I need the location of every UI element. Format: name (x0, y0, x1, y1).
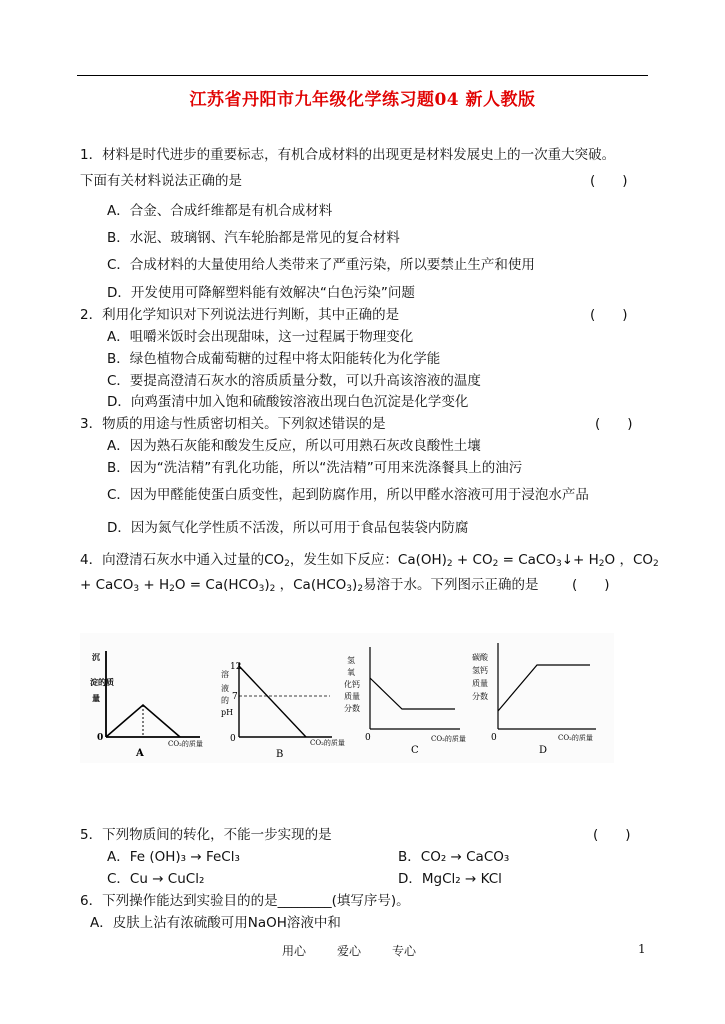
graph-b-ylabel-3: 的 (221, 696, 229, 705)
footer-text-2: 爱心 (337, 944, 362, 958)
q1-stem-line1: 1．材料是时代进步的重要标志，有机合成材料的出现更是材料发展史上的一次重大突破。 (80, 147, 616, 163)
graph-b-tick-12: 12 (230, 662, 242, 672)
graph-d-ylabel-4: 分数 (472, 692, 488, 701)
q5-option-b: B．CO₂ → CaCO₃ (398, 849, 510, 865)
q4-stem-line2: + CaCO$_3$ + $H_2O = Ca(HCO_3)_2$ ，$Ca(HCO_3)_2$易溶于水。下列图示正确的是 (80, 577, 539, 594)
q3-option-b: B．因为“洗洁精”有乳化功能，所以“洗洁精”可用来洗涤餐具上的油污 (107, 460, 523, 476)
q4-stem-line1: 4．向澄清石灰水中通入过量的$CO_2$，发生如下反应：$Ca(OH)_2 + CO_2$ = CaCO$_3$↓+ $H_2O$ ，$CO_2$ (80, 552, 659, 569)
graph-a-ylabel-3: 量 (92, 693, 100, 703)
graph-c-ylabel-5: 分数 (344, 704, 360, 713)
graph-a-letter: A (136, 748, 144, 759)
page-title: 江苏省丹阳市九年级化学练习题04 新人教版 (189, 90, 536, 110)
graph-c-origin: 0 (365, 733, 371, 743)
q1-answer-paren: ( ) (590, 173, 628, 189)
q5-option-d: D．MgCl₂ → KCl (398, 871, 502, 887)
q2-option-d: D．向鸡蛋清中加入饱和硫酸铵溶液出现白色沉淀是化学变化 (107, 394, 469, 410)
q1-option-c: C．合成材料的大量使用给人类带来了严重污染，所以要禁止生产和使用 (107, 257, 535, 273)
graph-a-origin: 0 (97, 733, 104, 743)
graph-c-xlabel: CO₂的质量 (431, 735, 466, 743)
graph-d-letter: D (539, 745, 548, 756)
graph-a-xlabel: CO₂的质量 (168, 740, 203, 748)
graph-c-ylabel-2: 氧 (347, 668, 355, 677)
q2-stem: 2．利用化学知识对下列说法进行判断，其中正确的是 (80, 307, 400, 323)
graph-c-ylabel-3: 化钙 (344, 680, 360, 689)
q5-option-a: A．Fe (OH)₃ → FeCl₃ (107, 849, 240, 865)
q3-option-c: C．因为甲醛能使蛋白质变性，起到防腐作用，所以甲醛水溶液可用于浸泡水产品 (107, 487, 589, 503)
graph-b-ylabel-1: 溶 (221, 670, 229, 679)
header-rule (77, 75, 648, 76)
q1-option-b: B．水泥、玻璃钢、汽车轮胎都是常见的复合材料 (107, 230, 400, 246)
q3-answer-paren: ( ) (595, 416, 633, 432)
q2-option-c: C．要提高澄清石灰水的溶质质量分数，可以升高该溶液的温度 (107, 373, 481, 389)
q3-option-a: A．因为熟石灰能和酸发生反应，所以可用熟石灰改良酸性土壤 (107, 438, 481, 454)
q4-answer-paren: ( ) (572, 577, 610, 593)
graph-b-ylabel-4: pH (221, 708, 234, 717)
graph-a-ylabel-1: 沉 (92, 652, 100, 662)
footer-text-1: 用心 (282, 944, 307, 958)
q3-option-d: D．因为氮气化学性质不活泼，所以可用于食品包装袋内防腐 (107, 520, 469, 536)
q2-answer-paren: ( ) (590, 307, 628, 323)
graph-c-ylabel-4: 质量 (344, 692, 360, 701)
q6-stem: 6．下列操作能达到实验目的的是________(填写序号)。 (80, 893, 410, 909)
graph-b-tick-7: 7 (232, 692, 238, 702)
graph-c-letter: C (411, 745, 419, 756)
graph-b-origin: 0 (230, 734, 236, 744)
q2-option-b: B．绿色植物合成葡萄糖的过程中将太阳能转化为化学能 (107, 351, 441, 367)
q3-stem: 3．物质的用途与性质密切相关。下列叙述错误的是 (80, 416, 386, 432)
graph-d-origin: 0 (491, 733, 497, 743)
q4-graphs-figure (80, 633, 614, 763)
graph-a-ylabel-2: 淀的质 (90, 677, 114, 687)
page-number: 1 (638, 942, 646, 956)
graph-d-ylabel-1: 碳酸 (472, 653, 488, 662)
graph-d-ylabel-3: 质量 (472, 679, 488, 688)
graph-d-xlabel: CO₂的质量 (558, 734, 593, 742)
q5-stem: 5．下列物质间的转化，不能一步实现的是 (80, 827, 332, 843)
graph-b-letter: B (276, 749, 284, 760)
q1-stem-line2: 下面有关材料说法正确的是 (80, 173, 242, 189)
graph-c-ylabel-1: 氢 (347, 656, 355, 665)
q6-option-a: A．皮肤上沾有浓硫酸可用NaOH溶液中和 (90, 915, 341, 931)
q5-option-c: C．Cu → CuCl₂ (107, 871, 205, 887)
graph-d-ylabel-2: 氢钙 (472, 666, 488, 675)
q1-option-d: D．开发使用可降解塑料能有效解决“白色污染”问题 (107, 285, 415, 301)
graph-b-xlabel: CO₂的质量 (310, 739, 345, 747)
q2-option-a: A．咀嚼米饭时会出现甜味，这一过程属于物理变化 (107, 329, 414, 345)
q5-answer-paren: ( ) (593, 827, 631, 843)
footer-text-3: 专心 (392, 944, 417, 958)
q1-option-a: A．合金、合成纤维都是有机合成材料 (107, 203, 333, 219)
graph-b-ylabel-2: 液 (221, 684, 229, 693)
